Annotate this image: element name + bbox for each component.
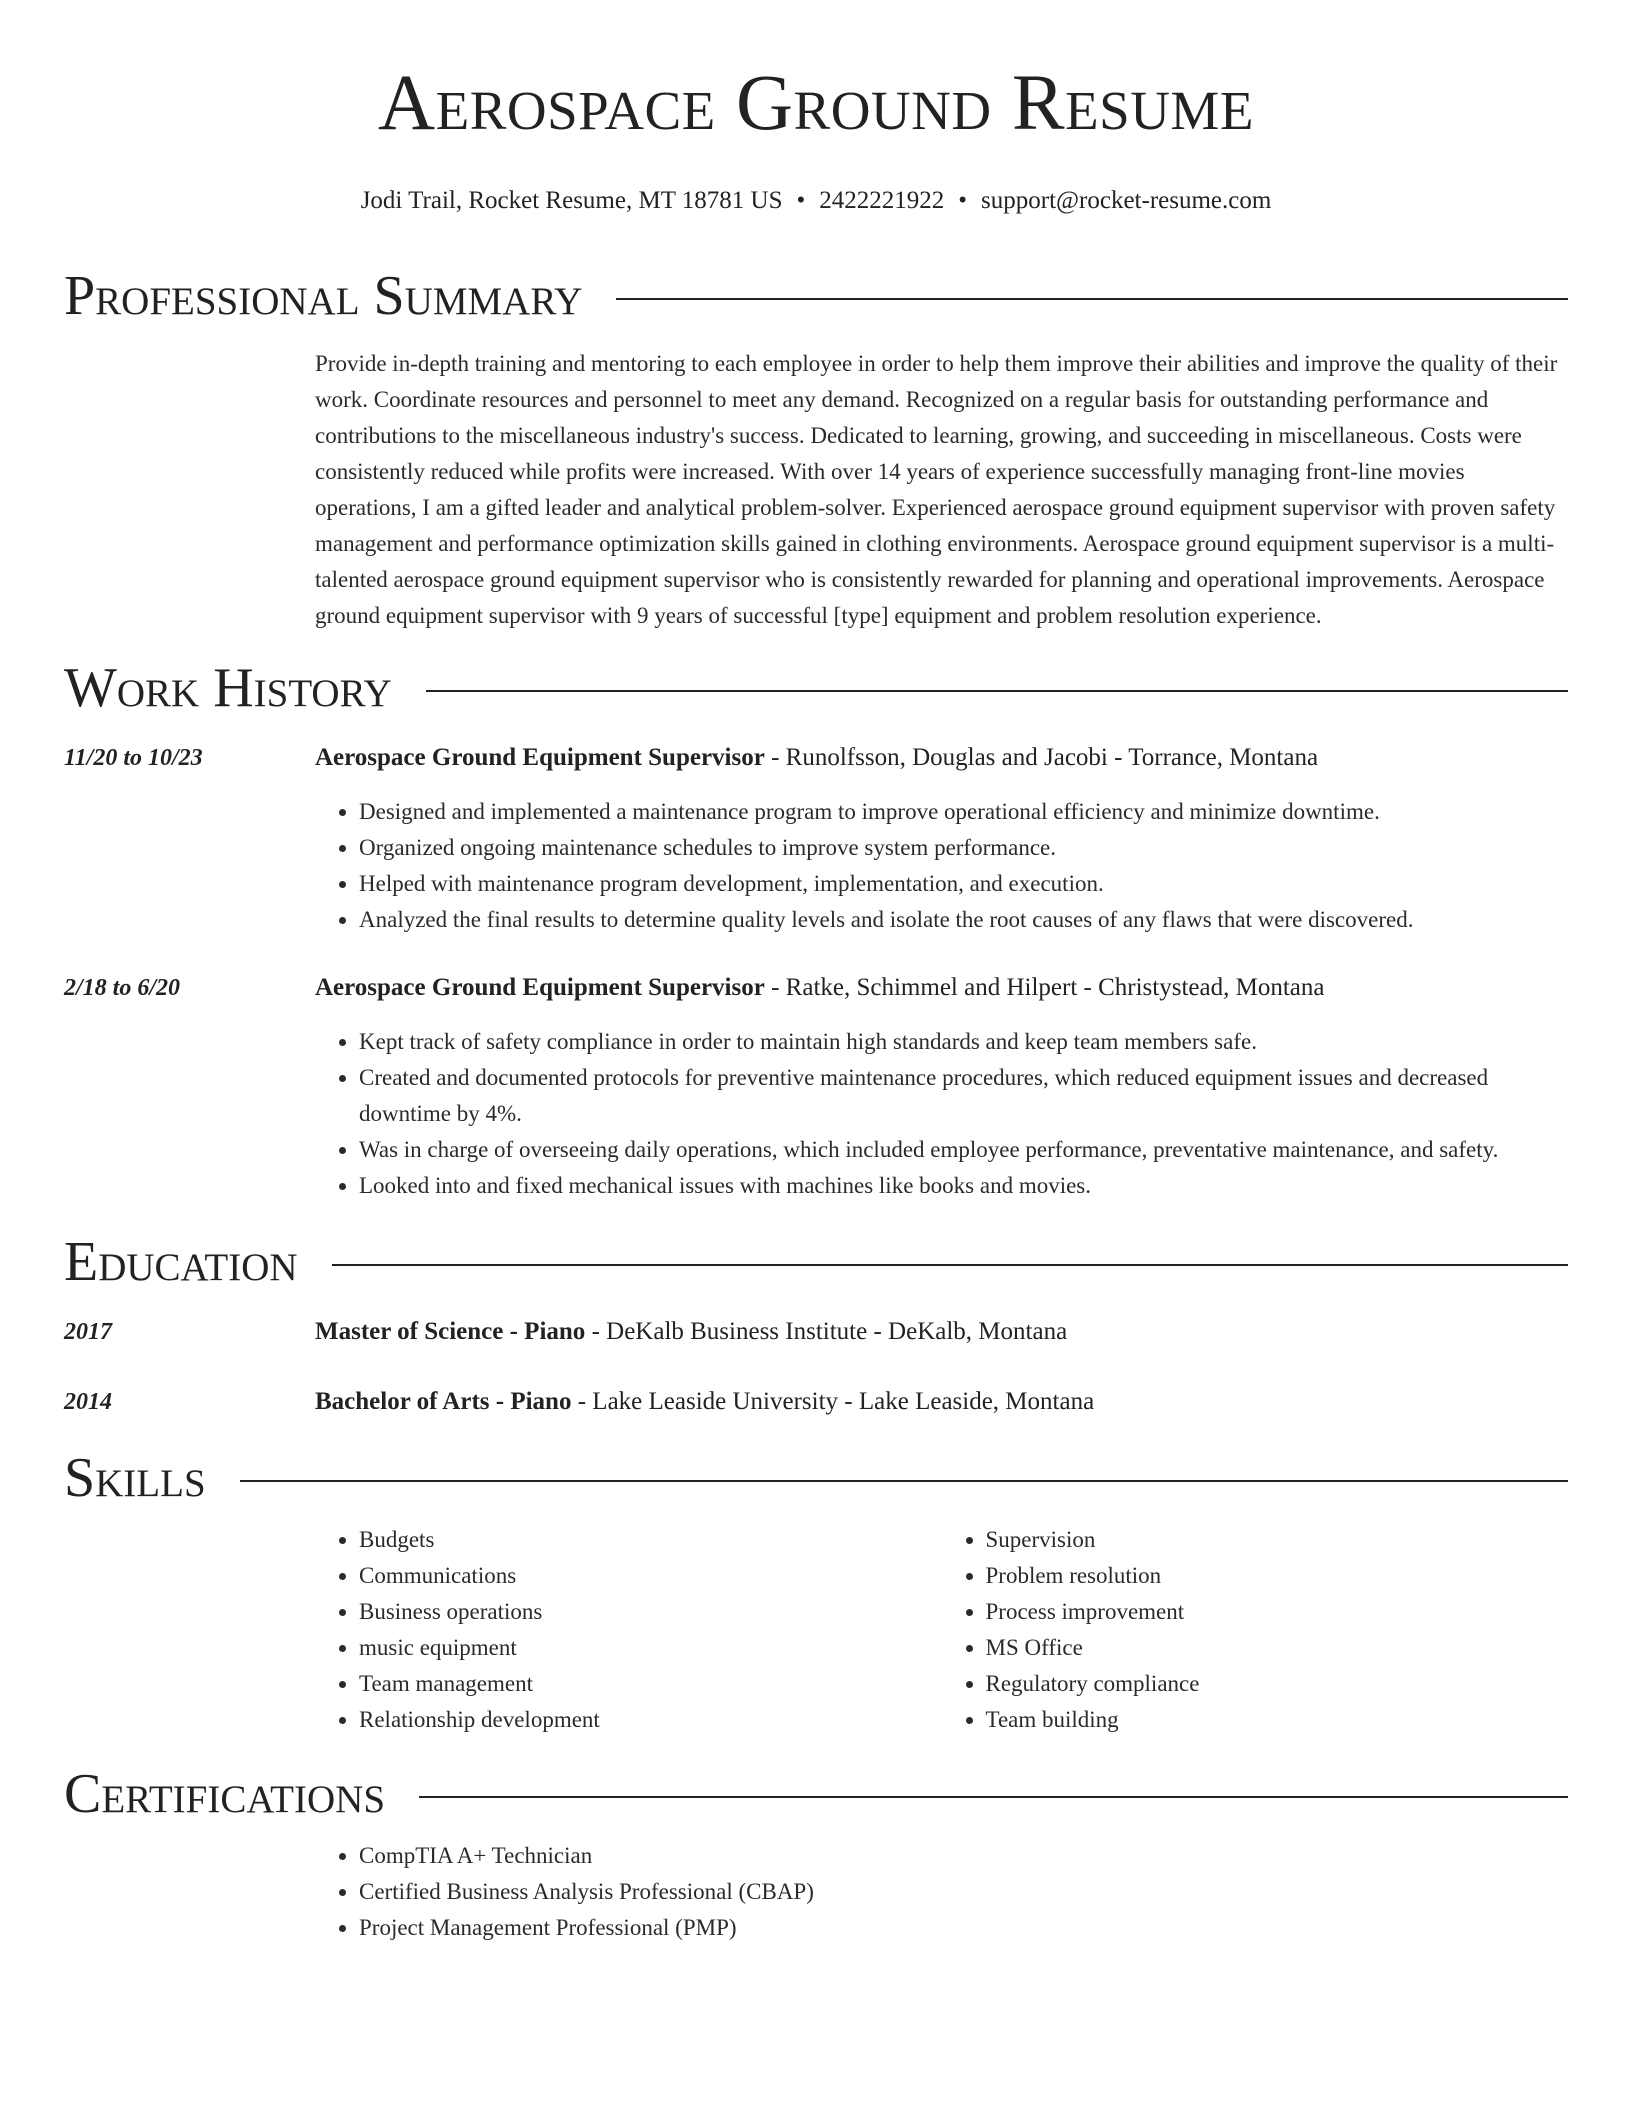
- skills-list-left: [315, 1522, 942, 1738]
- job-bullet-list: [315, 794, 1568, 938]
- education-degree: Bachelor of Arts - Piano: [315, 1388, 572, 1415]
- list-item: • Created and documented protocols for preventive maintenance procedures, which reduced equipment issues and decreased downtime by 4%.: [359, 1060, 1568, 1132]
- certification-item: • Certified Business Analysis Professional (CBAP): [359, 1874, 1568, 1910]
- skill-item: • Budgets: [359, 1522, 942, 1558]
- education-degree: Master of Science - Piano: [315, 1318, 586, 1345]
- section-divider: [616, 298, 1568, 300]
- list-item: • Kept track of safety compliance in order to maintain high standards and keep team members safe.: [359, 1024, 1568, 1060]
- contact-address: Jodi Trail, Rocket Resume, MT 18781 US: [360, 187, 783, 214]
- certifications-heading: Certifications: [64, 1763, 386, 1825]
- skill-item: • Relationship development: [359, 1702, 942, 1738]
- job-title: Aerospace Ground Equipment Supervisor: [315, 744, 765, 771]
- education-heading: Education: [64, 1231, 298, 1293]
- job-heading: [315, 742, 1318, 774]
- list-item: • Helped with maintenance program development, implementation, and execution.: [359, 866, 1568, 902]
- education-year: 2017: [64, 1319, 112, 1345]
- work-section-header: [64, 658, 1568, 718]
- work-heading: Work History: [64, 657, 392, 719]
- job-details: - Runolfsson, Douglas and Jacobi - Torrance, Montana: [764, 744, 1319, 771]
- education-entry: [64, 1386, 1568, 1418]
- contact-separator: •: [796, 187, 806, 214]
- education-details: - DeKalb Business Institute - DeKalb, Montana: [585, 1318, 1068, 1345]
- list-item: • Was in charge of overseeing daily operations, which included employee performance, preventative maintenance, and safety.: [359, 1132, 1568, 1168]
- resume-title: Aerospace Ground Resume: [378, 60, 1254, 147]
- job-heading: [315, 972, 1324, 1004]
- skill-item: • Regulatory compliance: [986, 1666, 1569, 1702]
- skill-item: • Team management: [359, 1666, 942, 1702]
- job-dates: 2/18 to 6/20: [64, 975, 181, 1001]
- skills-list-right: [942, 1522, 1569, 1738]
- skills-columns: [315, 1522, 1568, 1738]
- job-entry: [64, 972, 1568, 1204]
- skills-section-header: [64, 1448, 1568, 1508]
- job-bullet-list: [315, 1024, 1568, 1204]
- skills-heading: Skills: [64, 1447, 206, 1509]
- summary-text: Provide in-depth training and mentoring to each employee in order to help them improve their abilities and improve the quality of their work. Coordinate resources and personnel to meet any demand. Recognized on a regular basis for outstanding performance and contributions to the miscellaneous industry's success. Dedicated to learning, growing, and succeeding in miscellaneous. Costs were consistently reduced while profits were increased. With over 14 years of experience successfully managing front-line movies operations, I am a gifted leader and analytical problem-solver. Experienced aerospace ground equipment supervisor with proven safety management and performance optimization skills gained in clothing environments. Aerospace ground equipment supervisor is a multi-talented aerospace ground equipment supervisor who is consistently rewarded for planning and operational improvements. Aerospace ground equipment supervisor with 9 years of successful [type] equipment and problem resolution experience.: [315, 351, 1558, 628]
- education-section-header: [64, 1232, 1568, 1292]
- list-item: • Looked into and fixed mechanical issues with machines like books and movies.: [359, 1168, 1568, 1204]
- certification-item: • Project Management Professional (PMP): [359, 1910, 1568, 1946]
- certifications-block: [315, 1838, 1568, 1946]
- job-title: Aerospace Ground Equipment Supervisor: [315, 974, 765, 1001]
- education-year: 2014: [64, 1389, 112, 1415]
- summary-section-header: [64, 266, 1568, 326]
- section-divider: [332, 1264, 1568, 1266]
- skill-item: • Supervision: [986, 1522, 1569, 1558]
- education-entry: [64, 1316, 1568, 1348]
- contact-line: [64, 186, 1568, 216]
- contact-separator: •: [958, 187, 968, 214]
- summary-heading: Professional Summary: [64, 265, 583, 327]
- skill-item: • Team building: [986, 1702, 1569, 1738]
- job-dates: 11/20 to 10/23: [64, 745, 203, 771]
- skill-item: • Process improvement: [986, 1594, 1569, 1630]
- certifications-list: [315, 1838, 1568, 1946]
- contact-phone: 2422221922: [819, 187, 945, 214]
- contact-email[interactable]: support@rocket-resume.com: [981, 187, 1272, 214]
- education-details: - Lake Leaside University - Lake Leaside, Montana: [571, 1388, 1095, 1415]
- list-item: • Analyzed the final results to determine quality levels and isolate the root causes of any flaws that were discovered.: [359, 902, 1568, 938]
- section-divider: [240, 1480, 1568, 1482]
- skill-item: • Business operations: [359, 1594, 942, 1630]
- skill-item: • Communications: [359, 1558, 942, 1594]
- education-heading-line: [315, 1386, 1094, 1418]
- skill-item: • music equipment: [359, 1630, 942, 1666]
- list-item: • Designed and implemented a maintenance program to improve operational efficiency and minimize downtime.: [359, 794, 1568, 830]
- section-divider: [419, 1796, 1568, 1798]
- certification-item: • CompTIA A+ Technician: [359, 1838, 1568, 1874]
- certifications-section-header: [64, 1764, 1568, 1824]
- skill-item: • MS Office: [986, 1630, 1569, 1666]
- job-details: - Ratke, Schimmel and Hilpert - Christystead, Montana: [764, 974, 1325, 1001]
- section-divider: [426, 690, 1568, 692]
- skill-item: • Problem resolution: [986, 1558, 1569, 1594]
- list-item: • Organized ongoing maintenance schedules to improve system performance.: [359, 830, 1568, 866]
- education-heading-line: [315, 1316, 1067, 1348]
- job-entry: [64, 742, 1568, 938]
